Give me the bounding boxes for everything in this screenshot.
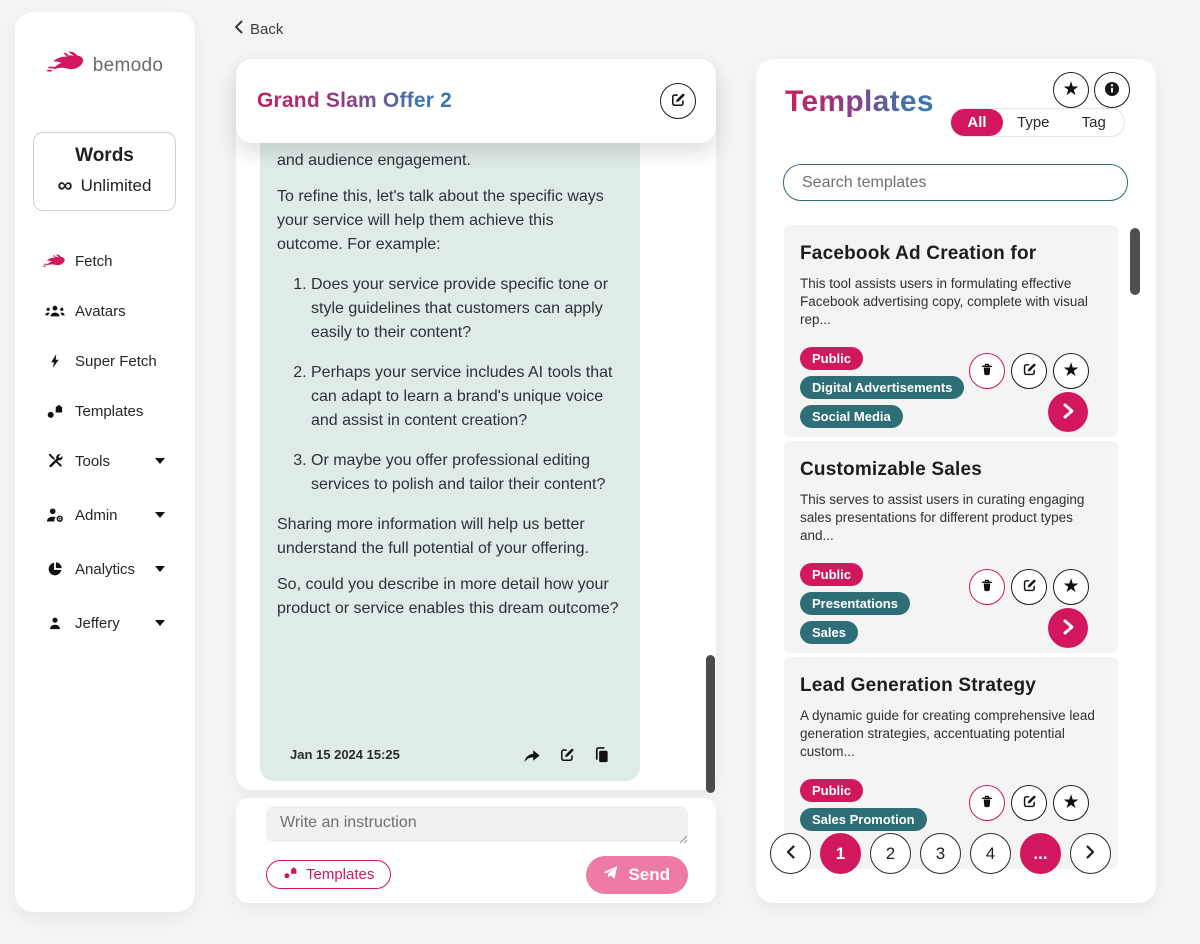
pie-chart-icon bbox=[43, 560, 67, 578]
edit-template-button[interactable] bbox=[1011, 785, 1047, 821]
chat-title: Grand Slam Offer 2 bbox=[257, 89, 452, 112]
message-list bbox=[277, 273, 622, 513]
star-icon: ★ bbox=[1062, 359, 1080, 381]
message-timestamp: Jan 15 2024 15:25 bbox=[290, 747, 400, 762]
chat-scrollbar-thumb[interactable] bbox=[706, 655, 715, 793]
open-template-button[interactable] bbox=[1048, 608, 1088, 648]
avatars-icon bbox=[43, 304, 67, 318]
edit-template-button[interactable] bbox=[1011, 569, 1047, 605]
pagination-prev-button[interactable] bbox=[770, 833, 811, 874]
template-title: Customizable Sales bbox=[800, 459, 983, 480]
favorites-filter-button[interactable] bbox=[1053, 72, 1089, 108]
pagination-page-4[interactable]: 4 bbox=[970, 833, 1011, 874]
tab-type[interactable]: Type bbox=[1016, 114, 1050, 131]
chevron-down-icon bbox=[155, 566, 165, 572]
message-list-item: 2. Perhaps your service includes AI tools that can adapt to learn a brand's unique voice and assist in content creation? bbox=[311, 361, 622, 433]
sidebar-item-label: Fetch bbox=[75, 252, 113, 270]
chevron-left-icon bbox=[234, 20, 243, 38]
assistant-message-bubble bbox=[260, 127, 640, 781]
message-paragraph: and audience engagement. bbox=[277, 152, 471, 169]
templates-scrollbar-thumb[interactable] bbox=[1130, 228, 1140, 295]
tools-icon bbox=[43, 452, 67, 470]
sidebar-nav bbox=[15, 236, 195, 648]
chevron-left-icon bbox=[786, 844, 795, 864]
template-tags bbox=[800, 563, 910, 644]
info-button[interactable] bbox=[1094, 72, 1130, 108]
search-templates-input[interactable] bbox=[783, 164, 1128, 201]
tag-pill[interactable]: Social Media bbox=[800, 405, 903, 428]
template-title: Lead Generation Strategy bbox=[800, 675, 1037, 696]
back-label: Back bbox=[250, 20, 284, 38]
brand-logo bbox=[15, 50, 195, 81]
favorite-template-button[interactable] bbox=[1053, 353, 1089, 389]
template-tags bbox=[800, 347, 964, 428]
edit-icon bbox=[1021, 793, 1038, 813]
paper-plane-icon bbox=[601, 864, 619, 886]
edit-icon[interactable] bbox=[558, 746, 576, 764]
edit-icon bbox=[1021, 577, 1038, 597]
sidebar-item-label: Admin bbox=[75, 506, 118, 524]
admin-icon bbox=[43, 507, 67, 523]
message-paragraph: Sharing more information will help us better understand the full potential of your offering. bbox=[277, 516, 589, 557]
rabbit-logo-icon bbox=[47, 50, 87, 81]
chevron-right-icon bbox=[1086, 844, 1095, 864]
template-description: This tool assists users in formulating effective Facebook advertising copy, complete with visual rep... bbox=[800, 276, 1088, 327]
template-description: This serves to assist users in curating engaging sales presentations for different product types and... bbox=[800, 492, 1085, 543]
tag-pill[interactable]: Digital Advertisements bbox=[800, 376, 964, 399]
shapes-icon bbox=[283, 865, 298, 884]
sidebar-item-label: Super Fetch bbox=[75, 352, 157, 370]
send-button[interactable] bbox=[586, 856, 688, 894]
pagination-page-1[interactable]: 1 bbox=[820, 833, 861, 874]
trash-icon bbox=[979, 361, 995, 381]
delete-template-button[interactable] bbox=[969, 353, 1005, 389]
sidebar-item-analytics[interactable] bbox=[15, 544, 195, 594]
trash-icon bbox=[979, 793, 995, 813]
tag-pill[interactable]: Public bbox=[800, 563, 863, 586]
sidebar-item-avatars[interactable] bbox=[15, 286, 195, 336]
template-actions bbox=[969, 569, 1089, 605]
sidebar-item-templates[interactable] bbox=[15, 386, 195, 436]
template-actions bbox=[969, 785, 1089, 821]
tag-pill[interactable]: Sales bbox=[800, 621, 858, 644]
edit-icon bbox=[1021, 361, 1038, 381]
sidebar-item-label: Tools bbox=[75, 452, 111, 470]
back-button[interactable] bbox=[234, 20, 283, 38]
message-actions bbox=[522, 746, 610, 764]
tag-pill[interactable]: Public bbox=[800, 347, 863, 370]
copy-icon[interactable] bbox=[593, 746, 610, 764]
person-icon bbox=[43, 615, 67, 632]
sidebar bbox=[15, 12, 195, 912]
delete-template-button[interactable] bbox=[969, 569, 1005, 605]
sidebar-item-tools[interactable] bbox=[15, 436, 195, 486]
sidebar-item-label: Jeffery bbox=[75, 614, 120, 632]
sidebar-item-fetch[interactable] bbox=[15, 236, 195, 286]
rename-chat-button[interactable] bbox=[660, 83, 696, 119]
message-paragraph: To refine this, let's talk about the specific ways your service will help them achieve this outcome. For example: bbox=[277, 188, 604, 253]
star-icon: ★ bbox=[1062, 575, 1080, 597]
pagination-next-button[interactable] bbox=[1070, 833, 1111, 874]
pagination-ellipsis[interactable]: ... bbox=[1020, 833, 1061, 874]
template-description: A dynamic guide for creating comprehensive lead generation strategies, accentuating potential custom... bbox=[800, 708, 1095, 759]
words-amount: Unlimited bbox=[80, 176, 152, 195]
tab-all[interactable]: All bbox=[951, 109, 1003, 136]
sidebar-item-label: Templates bbox=[75, 402, 144, 420]
sidebar-item-super-fetch[interactable] bbox=[15, 336, 195, 386]
composer-templates-button[interactable] bbox=[266, 860, 391, 889]
tag-pill[interactable]: Sales Promotion bbox=[800, 808, 927, 831]
star-icon: ★ bbox=[1062, 78, 1080, 100]
message-list-item: 3. Or maybe you offer professional editing services to polish and tailor their content? bbox=[311, 449, 622, 497]
chat-header bbox=[236, 59, 716, 143]
chevron-down-icon bbox=[155, 512, 165, 518]
delete-template-button[interactable] bbox=[969, 785, 1005, 821]
words-quota-box bbox=[33, 132, 176, 211]
send-label: Send bbox=[628, 865, 670, 884]
sidebar-item-label: Analytics bbox=[75, 560, 136, 578]
message-footer bbox=[277, 743, 622, 769]
templates-title: Templates bbox=[785, 85, 934, 118]
templates-list bbox=[784, 225, 1118, 827]
edit-template-button[interactable] bbox=[1011, 353, 1047, 389]
composer bbox=[236, 798, 716, 903]
template-actions bbox=[969, 353, 1089, 389]
template-title: Facebook Ad Creation for bbox=[800, 243, 1037, 264]
bolt-icon bbox=[43, 352, 67, 370]
chevron-down-icon bbox=[155, 620, 165, 626]
sidebar-item-admin[interactable] bbox=[15, 490, 195, 540]
favorite-template-button[interactable] bbox=[1053, 785, 1089, 821]
instruction-input[interactable] bbox=[266, 806, 688, 842]
brand-name: bemodo bbox=[92, 54, 164, 76]
tag-pill[interactable]: Presentations bbox=[800, 592, 910, 615]
templates-filter-tabs bbox=[950, 108, 1125, 137]
composer-templates-label: Templates bbox=[306, 866, 375, 883]
message-list-item: 1. Does your service provide specific tone or style guidelines that customers can apply easily to their content? bbox=[311, 273, 622, 345]
edit-icon bbox=[669, 91, 687, 112]
shapes-icon bbox=[43, 402, 67, 420]
chevron-down-icon bbox=[155, 458, 165, 464]
resize-handle-icon[interactable] bbox=[679, 831, 688, 849]
star-icon: ★ bbox=[1062, 791, 1080, 813]
open-template-button[interactable] bbox=[1048, 392, 1088, 432]
templates-panel bbox=[756, 59, 1156, 903]
trash-icon bbox=[979, 577, 995, 597]
tab-tag[interactable]: Tag bbox=[1081, 114, 1106, 131]
favorite-template-button[interactable] bbox=[1053, 569, 1089, 605]
words-title: Words bbox=[75, 145, 134, 166]
words-value bbox=[34, 176, 175, 196]
template-tags bbox=[800, 779, 927, 831]
infinity-icon: ∞ bbox=[57, 174, 73, 197]
tag-pill[interactable]: Public bbox=[800, 779, 863, 802]
info-icon bbox=[1104, 81, 1120, 100]
message-paragraph: So, could you describe in more detail how your product or service enables this dream outcome? bbox=[277, 576, 619, 617]
chevron-right-icon bbox=[1063, 403, 1074, 422]
sidebar-item-label: Avatars bbox=[75, 302, 126, 320]
chevron-right-icon bbox=[1063, 619, 1074, 638]
rabbit-icon bbox=[43, 254, 67, 269]
template-card bbox=[784, 441, 1118, 653]
pagination-page-2[interactable]: 2 bbox=[870, 833, 911, 874]
template-card bbox=[784, 225, 1118, 437]
sidebar-item-user-jeffery[interactable] bbox=[15, 598, 195, 648]
pagination bbox=[770, 833, 1111, 874]
pagination-page-3[interactable]: 3 bbox=[920, 833, 961, 874]
share-icon[interactable] bbox=[522, 747, 541, 764]
